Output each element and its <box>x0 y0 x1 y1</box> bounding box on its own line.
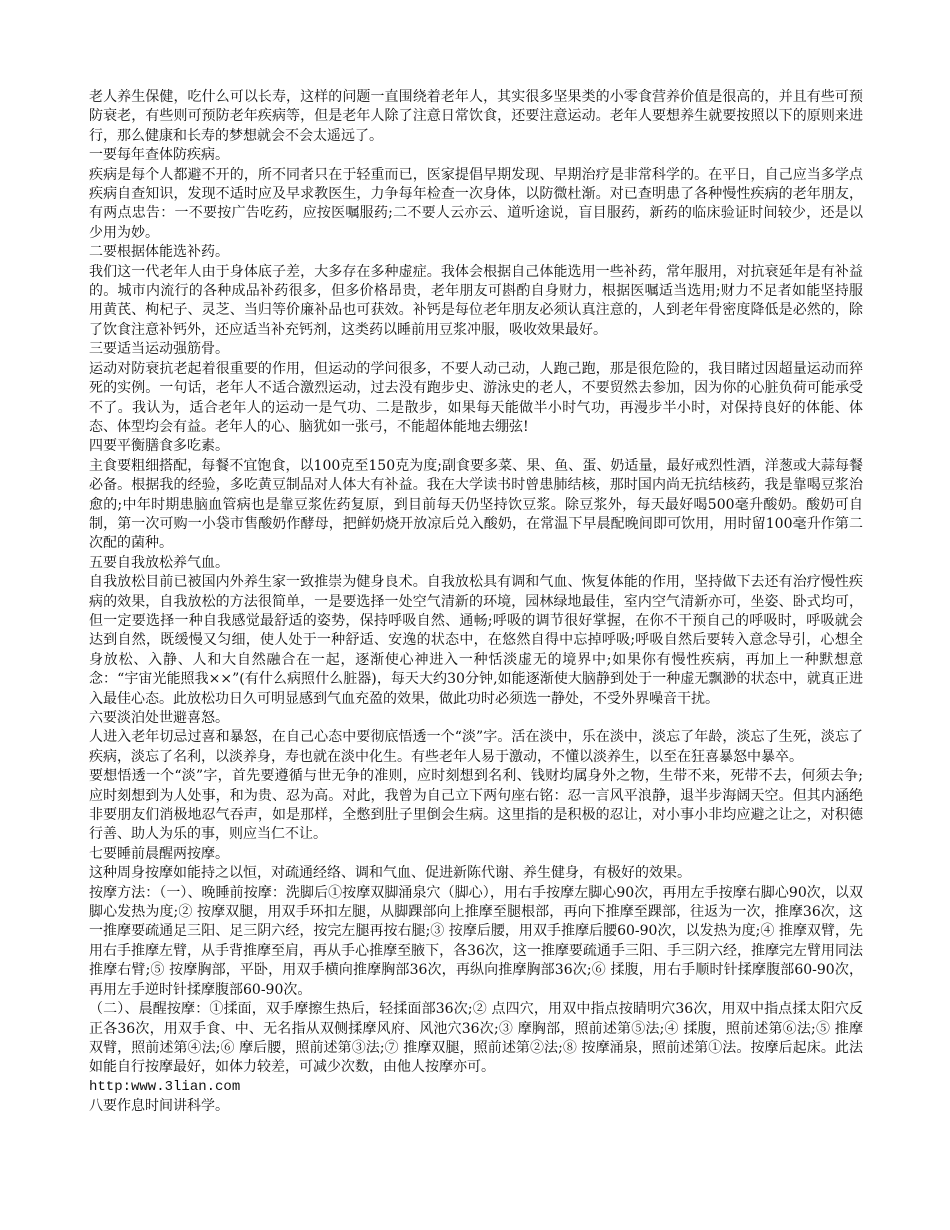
section-body-7a: 这种周身按摩如能持之以恒，对疏通经络、调和气血、促进新陈代谢、养生健身，有极好的效果。 <box>89 865 691 882</box>
section-body-2: 我们这一代老年人由于身体底子差，大多存在多种虚症。我体会根据自己体能选用一些补药，常年服用，对抗衰延年是有补益的。城市内流行的各种成品补药很多，但多价格昂贵，老年朋友可斟酌自身财力，根据医嘱适当选用;财力不足者如能坚持服用黄芪、枸杞子、灵芝、当归等价廉补品也可获效。补钙是每位老年朋友必须认真注意的，人到老年骨密度降低是必然的，除了饮食注意补钙外，还应适当补充钙剂，这类药以睡前用豆浆冲服，吸收效果最好。 <box>89 263 863 338</box>
source-url: http:www.3lian.com <box>89 1078 241 1095</box>
section-heading-7: 七要睡前晨醒两按摩。 <box>89 845 229 862</box>
section-heading-2: 二要根据体能选补药。 <box>89 244 229 261</box>
section-heading-5: 五要自我放松养气血。 <box>89 554 229 571</box>
section-heading-6: 六要淡泊处世避喜怒。 <box>89 710 229 726</box>
section-body-6b: 要想悟透一个“淡”字，首先要遵循与世无争的准则，应时刻想到名利、钱财均属身外之物，生带不来，死带不去，何须去争;应时刻想到为人处事，和为贵、忍为高。对此，我曾为自己立下两句座右铭：忍一言风平浪静，退半步海阔天空。但其内涵绝非要朋友们消极地忍气吞声，如是那样，全憋到肚子里倒会生病。这里指的是积极的忍让，对小事小非均应避之让之，对积德行善、助人为乐的事，则应当仁不让。 <box>89 768 863 843</box>
section-heading-4: 四要平衡膳食多吃素。 <box>89 438 229 455</box>
section-heading-1: 一要每年查体防疾病。 <box>89 147 229 164</box>
section-body-5: 自我放松目前已被国内外养生家一致推崇为健身良术。自我放松具有调和气血、恢复体能的作用，坚持做下去还有治疗慢性疾病的效果，自我放松的方法很简单，一是要选择一处空气清新的环境，园林绿地最佳，室内空气清新亦可，坐姿、卧式均可，但一定要选择一种自我感觉最舒适的姿势，保持呼吸自然、通畅;呼吸的调节很好掌握，在你不干预自己的呼吸时，呼吸就会达到自然，既缓慢又匀细，使人处于一种舒适、安逸的状态中，在悠然自得中忘掉呼吸;呼吸自然后要转入意念导引，心想全身放松、入静、人和大自然融合在一起，逐渐使心神进入一种恬淡虚无的境界中;如果你有慢性疾病，再加上一种默想意念：“宇宙光能照我××”(有什么病照什么脏器)，每天大约30分钟,如能逐渐使大脑静到处于一种虚无飘渺的状态中，就真正进入最佳心态。此放松功日久可明显感到气血充盈的效果，做此功时必须选一静处，不受外界噪音干扰。 <box>89 574 863 707</box>
section-body-6a: 人进入老年切忌过喜和暴怒，在自己心态中要彻底悟透一个“淡”字。活在淡中，乐在淡中，淡忘了年龄，淡忘了生死，淡忘了疾病，淡忘了名利，以淡养身，寿也就在淡中化生。有些老年人易于激动，不懂以淡养生，以至在狂喜暴怒中暴卒。 <box>89 729 863 765</box>
intro-paragraph: 老人养生保健，吃什么可以长寿，这样的问题一直围绕着老年人，其实很多坚果类的小零食营养价值是很高的，并且有些可预防衰老，有些则可预防老年疾病等，但是老年人除了注意日常饮食，还要注意运动。老年人要想养生就要按照以下的原则来进行，那么健康和长寿的梦想就会不会太遥远了。 <box>89 89 863 144</box>
section-body-1: 疾病是每个人都避不开的，所不同者只在于轻重而已，医家提倡早期发现、早期治疗是非常科学的。在平日，自己应当多学点疾病自查知识，发现不适时应及早求教医生，力争每年检查一次身体，以防微杜渐。对已查明患了各种慢性疾病的老年朋友，有两点忠告：一不要按广告吃药，应按医嘱服药;二不要人云亦云、道听途说，盲目服药，新药的临床验证时间较少，还是以少用为妙。 <box>89 166 863 241</box>
section-heading-3: 三要适当运动强筋骨。 <box>89 341 229 358</box>
massage-method-morning: （二）、晨醒按摩：①揉面，双手摩擦生热后，轻揉面部36次;② 点四穴，用双中指点按睛明穴36次，用双中指点揉太阳穴反正各36次，用双手食、中、无名指从双侧揉摩风府、风池穴36次;③ 摩胸部，照前述第⑤法;④ 揉腹，照前述第⑥法;⑤ 推摩双臂，照前述第④法;⑥ 摩后腰，照前述第③法;⑦ 推摩双腿，照前述第②法;⑧ 按摩涌泉，照前述第①法。按摩后起床。此法如能自行按摩最好，如体力较差，可减少次数，由他人按摩亦可。 <box>89 1001 863 1076</box>
article-body <box>89 88 863 1117</box>
section-heading-8: 八要作息时间讲科学。 <box>89 1098 229 1115</box>
section-body-3: 运动对防衰抗老起着很重要的作用，但运动的学问很多，不要人动己动，人跑己跑，那是很危险的，我目睹过因超量运动而猝死的实例。一句话，老年人不适合激烈运动，过去没有跑步史、游泳史的老人，不要贸然去参加，因为你的心脏负荷可能承受不了。我认为，适合老年人的运动一是气功、二是散步，如果每天能做半小时气功，再漫步半小时，对保持良好的体能、体态、体型均会有益。老年人的心、脑犹如一张弓，不能超体能地去绷弦! <box>89 360 863 435</box>
massage-method-night: 按摩方法：（一）、晚睡前按摩：洗脚后①按摩双脚涌泉穴（脚心），用右手按摩左脚心90次，再用左手按摩右脚心90次，以双脚心发热为度;② 按摩双腿，用双手环扣左腿，从脚踝部向上推摩至腿根部，再向下推摩至踝部，往返为一次，推摩36次，这一推摩要疏通足三阳、足三阴六经，按完左腿再按右腿;③ 按摩后腰，用双手推摩后腰60-90次，以发热为度;④ 推摩双臂，先用右手推摩左臂，从手背推摩至肩，再从手心推摩至腋下，各36次，这一推摩要疏通手三阳、手三阴六经，推摩完左臂用同法推摩右臂;⑤ 按摩胸部，平卧，用双手横向推摩胸部36次，再纵向推摩胸部36次;⑥ 揉腹，用右手顺时针揉摩腹部60-90次，再用左手逆时针揉摩腹部60-90次。 <box>89 884 863 998</box>
section-body-4: 主食要粗细搭配，每餐不宜饱食，以100克至150克为度;副食要多菜、果、鱼、蛋、奶适量，最好戒烈性酒，洋葱或大蒜每餐必备。根据我的经验，多吃黄豆制品对人体大有补益。我在大学读书时曾患肺结核，那时国内尚无抗结核药，我是靠喝豆浆治愈的;中年时期患脑血管病也是靠豆浆佐药复原，到目前每天仍坚持饮豆浆。除豆浆外，每天最好喝500毫升酸奶。酸奶可自制，第一次可购一小袋市售酸奶作酵母，把鲜奶烧开放凉后兑入酸奶，在常温下早晨配晚间即可饮用，用时留100毫升作第二次配的菌种。 <box>89 457 863 552</box>
